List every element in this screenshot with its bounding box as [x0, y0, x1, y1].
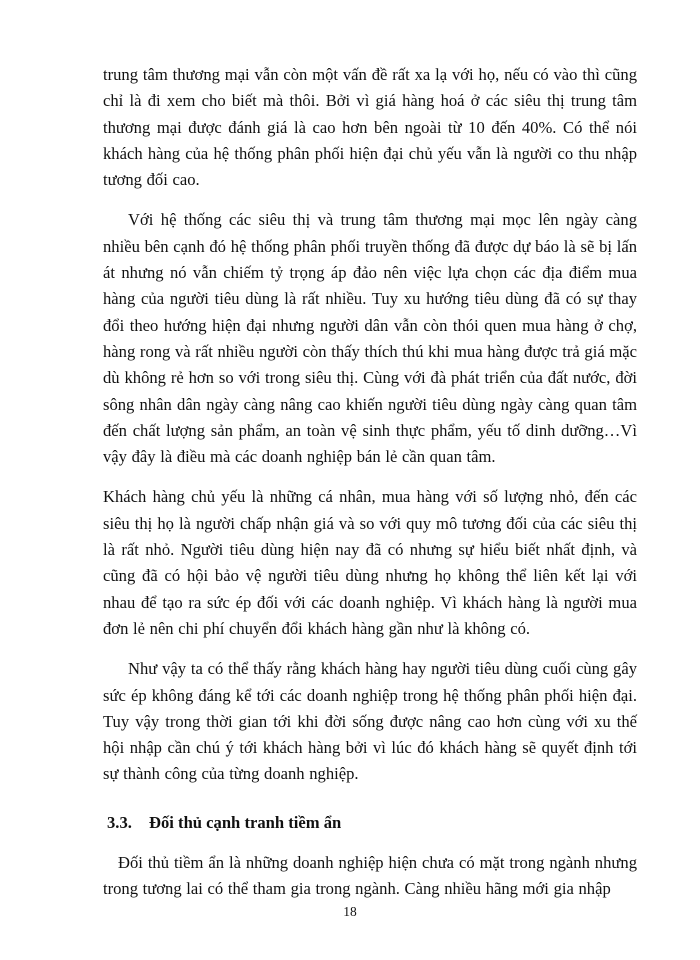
page-body	[103, 62, 637, 902]
page-number: 18	[343, 904, 357, 919]
paragraph-2: Với hệ thống các siêu thị và trung tâm thương mại mọc lên ngày càng nhiều bên cạnh đó hệ thống phân phối truyền thống đã được dự báo là sẽ bị lấn át nhưng nó vẫn chiếm tỷ trọng áp đảo nên việc lựa chọn các địa điểm mua hàng của người tiêu dùng là rất nhiều. Tuy xu hướng tiêu dùng đã có sự thay đổi theo hướng hiện đại nhưng người dân vẫn còn thói quen mua hàng ở chợ, hàng rong và rất nhiều người còn thấy thích thú khi mua hàng được trả giá mặc dù không rẻ hơn so với trong siêu thị. Cùng với đà phát triển của đất nước, đời sông nhân dân ngày càng nâng cao khiến người tiêu dùng ngày càng quan tâm đến chất lượng sản phẩm, an toàn vệ sinh thực phẩm, yếu tố dinh dưỡng…Vì vậy đây là điều mà các doanh nghiệp bán lẻ cần quan tâm.	[103, 210, 637, 467]
section-paragraph: Đối thủ tiềm ẩn là những doanh nghiệp hiện chưa có mặt trong ngành nhưng trong tương lai có thể tham gia trong ngành. Càng nhiều hãng mới gia nhập	[103, 852, 637, 899]
paragraph-3: Khách hàng chủ yếu là những cá nhân, mua hàng với số lượng nhỏ, đến các siêu thị họ là người chấp nhận giá và so với quy mô tương đối của các siêu thị là rất nhỏ. Người tiêu dùng hiện nay đã có nhưng sự hiểu biết nhất định, và cũng đã có hội bảo vệ người tiêu dùng nhưng họ không thể liên kết lại với nhau để tạo ra sức ép đối với các doanh nghiệp. Vì khách hàng là người mua đơn lẻ nên chi phí chuyển đổi khách hàng gần như là không có.	[103, 487, 637, 638]
paragraph-1: trung tâm thương mại vẫn còn một vấn đề rất xa lạ với họ, nếu có vào thì cũng chỉ là đi xem cho biết mà thôi. Bởi vì giá hàng hoá ở các siêu thị trung tâm thương mại được đánh giá là cao hơn bên ngoài từ 10 đến 40%. Có thể nói khách hàng của hệ thống phân phối hiện đại chủ yếu vẫn là người co thu nhập tương đối cao.	[103, 65, 637, 190]
paragraph-4: Như vậy ta có thể thấy rằng khách hàng hay người tiêu dùng cuối cùng gây sức ép không đáng kể tới các doanh nghiệp trong hệ thống phân phối hiện đại. Tuy vậy trong thời gian tới khi đời sống được nâng cao hơn cùng với xu thế hội nhập cần chú ý tới khách hàng bởi vì lúc đó khách hàng sẽ quyết định tới sự thành công của từng doanh nghiệp.	[103, 659, 637, 784]
section-number: 3.3.	[107, 812, 132, 832]
section-title: Đối thủ cạnh tranh tiềm ẩn	[149, 812, 342, 832]
section-heading	[107, 810, 637, 836]
